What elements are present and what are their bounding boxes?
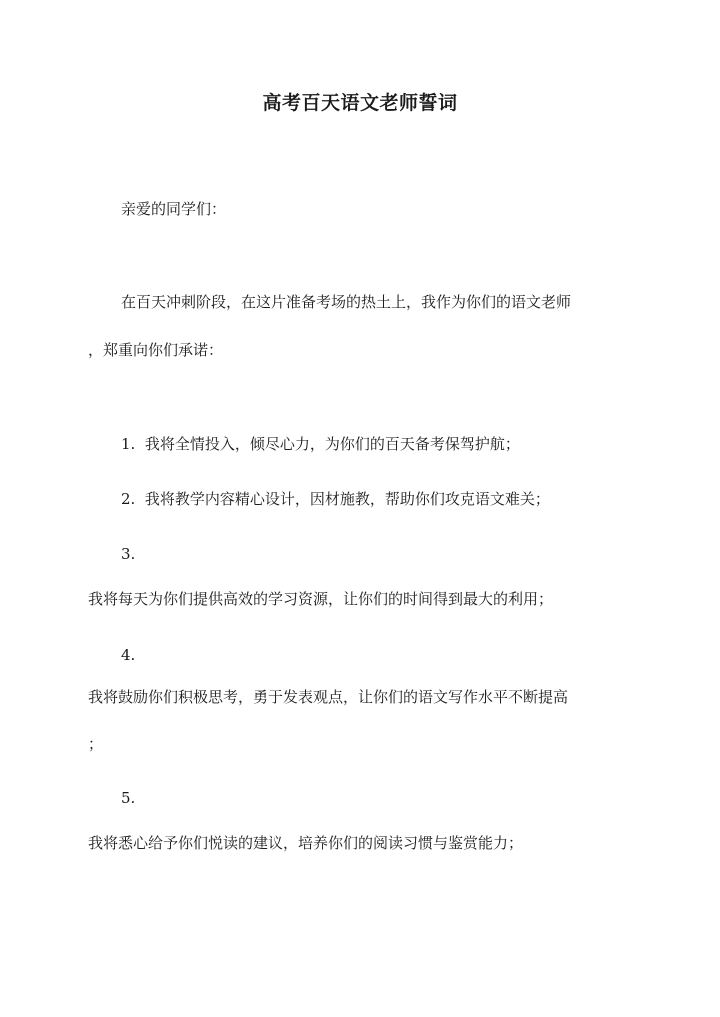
list-item-5-text: 我将悉心给予你们悦读的建议，培养你们的阅读习惯与鉴赏能力； <box>88 834 524 852</box>
list-item-number: 2. <box>121 490 136 508</box>
list-item-5-number: 5. <box>121 789 136 807</box>
list-item-4-text: 我将鼓励你们积极思考，勇于发表观点，让你们的语文写作水平不断提高 <box>88 688 569 706</box>
list-item-3-text: 我将每天为你们提供高效的学习资源，让你们的时间得到最大的利用； <box>88 590 554 608</box>
list-item-number: 1. <box>121 435 136 453</box>
document-title: 高考百天语文老师誓词 <box>262 92 458 114</box>
list-item-text: 我将教学内容精心设计，因材施教，帮助你们攻克语文难关； <box>144 490 550 508</box>
list-item-1 <box>121 434 520 454</box>
intro-paragraph-line-1: 在百天冲刺阶段，在这片准备考场的热土上，我作为你们的语文老师 <box>121 293 572 311</box>
list-item-4-number: 4. <box>121 646 136 664</box>
intro-paragraph-line-2: ，郑重向你们承诺： <box>88 341 224 359</box>
list-item-2 <box>121 489 550 509</box>
list-item-4-text-continued: ； <box>88 735 104 753</box>
greeting: 亲爱的同学们： <box>121 200 227 218</box>
list-item-text: 我将全情投入，倾尽心力，为你们的百天备考保驾护航； <box>144 435 520 453</box>
list-item-3-number: 3. <box>121 545 136 563</box>
